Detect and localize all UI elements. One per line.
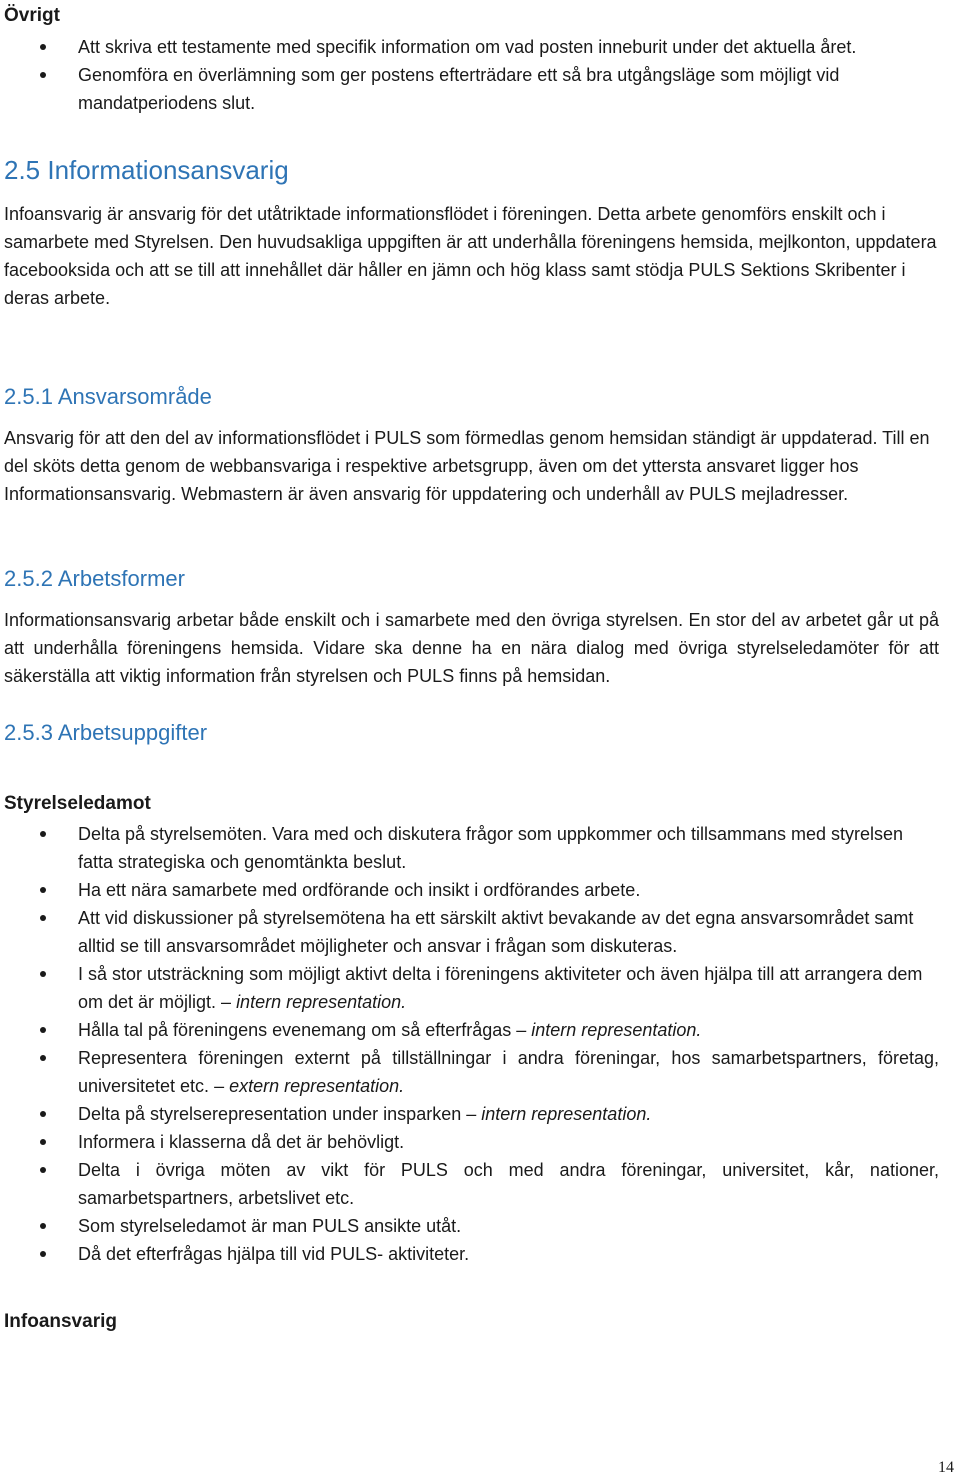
bullet-icon — [40, 1223, 46, 1229]
list-item — [4, 1156, 939, 1212]
bullet-icon — [40, 1167, 46, 1173]
bullet-icon — [40, 831, 46, 837]
section-2-5-1-paragraph: Ansvarig för att den del av informationsflödet i PULS som förmedlas genom hemsidan ständigt är uppdaterad. Till en del sköts detta genom de webbansvariga i respektive arbetsgrupp, även om det yttersta ansvaret ligger hos Informationsansvarig. Webmastern är även ansvarig för uppdatering och underhåll av PULS mejladresser. — [4, 428, 930, 504]
infoansvarig-heading: Infoansvarig — [4, 1311, 117, 1332]
list-item — [4, 904, 939, 960]
list-item-text: I så stor utsträckning som möjligt aktivt delta i föreningens aktiviteter och även hjälpa till att arrangera dem om det är möjligt. – — [78, 964, 923, 1012]
list-item-text: Delta på styrelserepresentation under insparken – — [78, 1104, 482, 1124]
bullet-icon — [40, 1027, 46, 1033]
list-item — [4, 61, 939, 117]
list-item-text: Genomföra en överlämning som ger postens efterträdare ett så bra utgångsläge som möjligt vid mandatperiodens slut. — [78, 65, 840, 113]
section-2-5-paragraph: Infoansvarig är ansvarig för det utåtriktade informationsflödet i föreningen. Detta arbete genomförs enskilt och i samarbete med Styrelsen. Den huvudsakliga uppgiften är att underhålla föreningens hemsida, mejlkonton, uppdatera facebooksida och att se till att innehållet där håller en jämn och hög klass samt stödja PULS Sektions Skribenter i deras arbete. — [4, 204, 937, 308]
bullet-icon — [40, 1251, 46, 1257]
list-item-text: Då det efterfrågas hjälpa till vid PULS- aktiviteter. — [78, 1244, 470, 1264]
list-item — [4, 876, 939, 904]
list-item-text: Som styrelseledamot är man PULS ansikte utåt. — [78, 1216, 462, 1236]
bullet-icon — [40, 1055, 46, 1061]
list-item — [4, 1044, 939, 1100]
list-item — [4, 1100, 939, 1128]
list-item-text: Informera i klasserna då det är behövligt. — [78, 1132, 405, 1152]
list-item-text: Hålla tal på föreningens evenemang om så efterfrågas – — [78, 1020, 532, 1040]
list-item-text: Delta i övriga möten av vikt för PULS och med andra föreningar, universitet, kår, nationer, samarbetspartners, arbetslivet etc. — [78, 1160, 939, 1208]
bullet-icon — [40, 1111, 46, 1117]
ovrigt-list — [4, 33, 939, 117]
list-item — [4, 1240, 939, 1268]
bullet-icon — [40, 887, 46, 893]
section-heading-2-5-2: 2.5.2 Arbetsformer — [4, 566, 185, 591]
styrelseledamot-list — [4, 820, 939, 1268]
list-item-text: Ha ett nära samarbete med ordförande och insikt i ordförandes arbete. — [78, 880, 641, 900]
list-item-italic: intern representation. — [531, 1020, 702, 1040]
bullet-icon — [40, 915, 46, 921]
list-item — [4, 33, 939, 61]
list-item-text: Representera föreningen externt på tillställningar i andra föreningar, hos samarbetspartners, företag, universitetet etc. – — [78, 1048, 939, 1096]
list-item — [4, 1128, 939, 1156]
bullet-icon — [40, 72, 46, 78]
list-item-italic: intern representation. — [236, 992, 407, 1012]
list-item — [4, 1016, 939, 1044]
section-heading-2-5-1: 2.5.1 Ansvarsområde — [4, 384, 212, 409]
document-page — [4, 0, 939, 1336]
list-item — [4, 960, 939, 1016]
ovrigt-heading: Övrigt — [4, 5, 60, 26]
bullet-icon — [40, 971, 46, 977]
styrelseledamot-heading: Styrelseledamot — [4, 793, 151, 814]
list-item — [4, 1212, 939, 1240]
section-heading-2-5-3: 2.5.3 Arbetsuppgifter — [4, 720, 208, 745]
bullet-icon — [40, 44, 46, 50]
list-item-italic: intern representation. — [481, 1104, 652, 1124]
section-2-5-2-paragraph: Informationsansvarig arbetar både enskilt och i samarbete med den övriga styrelsen. En stor del av arbetet går ut på att underhålla föreningens hemsida. Vidare ska denne ha en nära dialog med övriga styrelseledamöter för att säkerställa att viktig information från styrelsen och PULS finns på hemsidan. — [4, 610, 939, 686]
list-item-italic: extern representation. — [229, 1076, 405, 1096]
list-item-text: Att skriva ett testamente med specifik information om vad posten inneburit under det aktuella året. — [78, 37, 857, 57]
section-heading-2-5: 2.5 Informationsansvarig — [4, 155, 289, 185]
list-item-text: Att vid diskussioner på styrelsemötena ha ett särskilt aktivt bevakande av det egna ansvarsområdet samt alltid se till ansvarsområdet möjligheter och ansvar i frågan som diskuteras. — [78, 908, 914, 956]
list-item-text: Delta på styrelsemöten. Vara med och diskutera frågor som uppkommer och tillsammans med styrelsen fatta strategiska och genomtänkta beslut. — [78, 824, 904, 872]
list-item — [4, 820, 939, 876]
bullet-icon — [40, 1139, 46, 1145]
page-number: 14 — [938, 1459, 954, 1476]
